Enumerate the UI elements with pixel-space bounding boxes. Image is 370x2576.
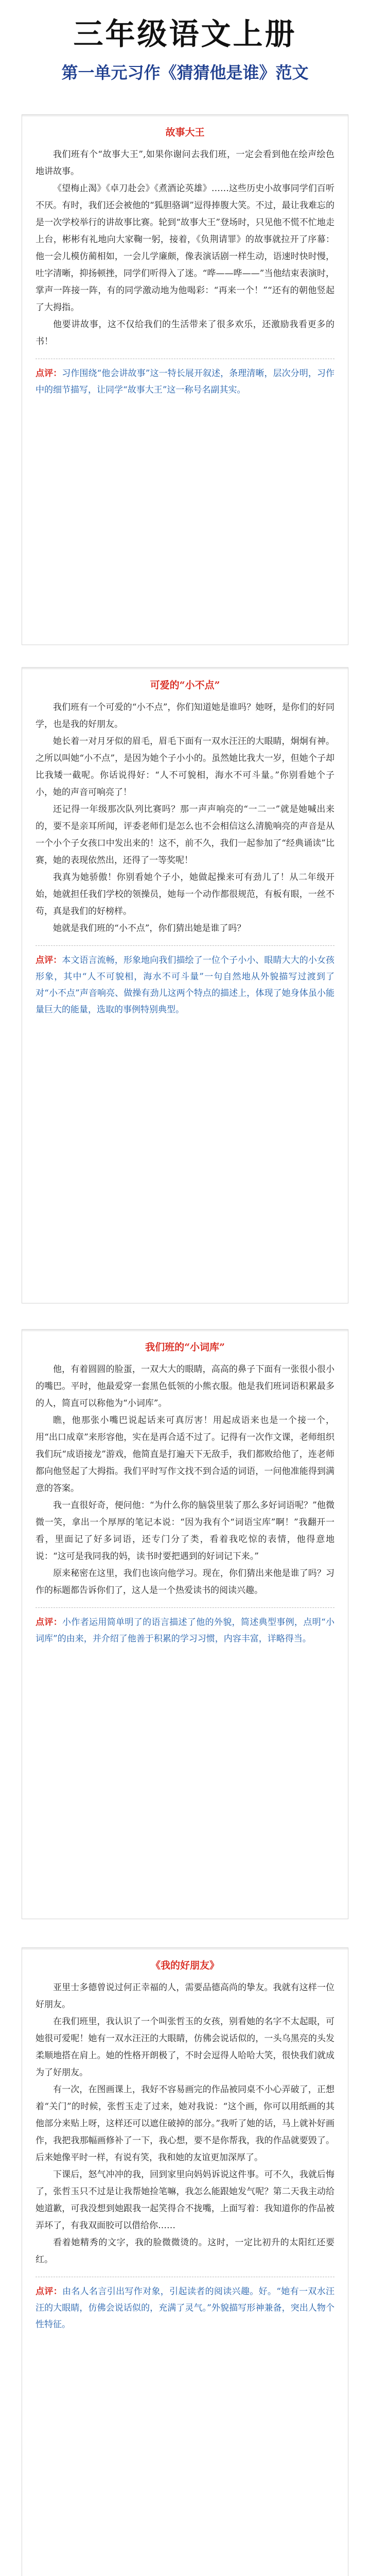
comment-label: 点评： [36,368,62,379]
essay-paragraph: 他要讲故事，这不仅给我们的生活带来了很多欢乐，还激励我看更多的书！ [36,319,334,347]
essay-paragraph: 她长着一对月牙似的眉毛，眉毛下面有一双水汪汪的大眼睛，炯炯有神。之所以叫她“小不点”，是因为她个子小小的。虽然她比我大一岁，但她个子却比我矮一截呢。你话说得好：“人不可貌相，海水不可斗量。”你别看她个子小，她的声音可响亮了！ [36,736,334,798]
page-title: 三年级语文上册 [73,16,297,52]
essay-paragraph: 在我们班里，我认识了一个叫张哲玉的女孩，别看她的名字不太起眼，可她很可爱呢！她有一双水汪汪的大眼睛，仿佛会说话似的，一头乌黑亮的头发柔顺地搭在肩上。她的性格开朗极了，不时会逗得人哈哈大笑，很快我们就成为了好朋友。 [36,2016,334,2078]
comment-label: 点评： [36,955,62,965]
essay-paragraph: 看着她精秀的文字，我的脸微微烫的。这时，一定比初升的太阳红还要红。 [36,2237,334,2265]
comment-text: 本文语言流畅，形象地向我们描绘了一位个子小小、眼睛大大的小女孩形象，其中“人不可貌相，海水不可斗量”一句自然地从外貌描写过渡到了对“小不点”声音响亮、做操有劲儿这两个特点的描述上，体现了她身体虽小能量巨大的能量，选取的事例特别典型。 [36,955,335,1015]
essay-title: 故事大王 [165,127,205,138]
essay-title: 可爱的“小不点” [150,680,220,691]
essay-paragraph: 她就是我们班的“小不点”，你们猜出她是谁了吗？ [53,923,246,934]
essay-paragraph: 有一次，在图画课上，我好不容易画完的作品被同桌不小心弄破了，正想着“关门”的时候，张哲玉走了过来，她对我说：“这个画，你可以用纸画的其他部分来贴上呀，这样还可以遮住破掉的部分。”我听了她的话，马上就补好画作，我把我那幅画修补了一下，我心想，要不是你帮我，我的作品就要毁了。后来她像平时一样，有说有笑，我和她的友谊更加深厚了。 [36,2084,334,2163]
essay-title: 《我的好朋友》 [150,1960,219,1971]
page-subtitle: 第一单元习作《猜猜他是谁》范文 [61,62,309,82]
essay-paragraph: 我一直很好奇，便问他：“为什么你的脑袋里装了那么多好词语呢？”他微微一笑，拿出一个厚厚的笔记本说：“因为我有个“词语宝库”啊！”我翻开一看，里面记了好多词语，还专门分了类，看着我吃惊的表情，他得意地说：“这可是我同我的妈，读书时要把遇到的好词记下来。” [36,1500,334,1562]
divider [36,945,334,946]
essay-comment [36,1614,334,1647]
essay-paragraph: 我们班有一个可爱的“小不点”，你们知道她是谁吗？她呀，是你们的好同学，也是我的好朋友。 [36,702,334,730]
essay-paragraph: 下课后，怒气冲冲的我，回到家里向妈妈诉说这件事。可不久，我就后悔了，张哲玉只不过是让我帮她捡笔嘛，我怎么能跟她发气呢？第二天我主动给她道歉，可我没想到她跟我一起笑得合不拢嘴，上面写着：我知道你的作品被弄坏了，有我双面胶可以借给你…… [36,2169,334,2231]
essay-paragraph: 原来秘密在这里，我们也该向他学习。现在，你们猜出来他是谁了吗？习作的标题都告诉你们了，这人是一个热爱读书的阅读兴趣。 [36,1568,334,1596]
essay-card-story-king [22,114,348,645]
essay-comment [36,952,334,1018]
essay-comment [36,365,334,398]
essay-card-good-friend [22,1947,348,2576]
essay-paragraph: 瞧，他那张小嘴巴说起话来可真厉害！用起成语来也是一个接一个，用“出口成章”来形容他，实在是再合适不过了。记得有一次作文课，老师组织我们玩“成语接龙”游戏，他简直是打遍天下无敌手，我们都败给他了，连老师都向他竖起了大拇指。我们平时写作文找不到合适的词语，一问他准能得到满意的答案。 [36,1415,334,1494]
essay-paragraph: 《望梅止渴》《卓刀赴会》《煮酒论英雄》……这些历史小故事同学们百听不厌。有时，我们还会被他的“狐胆骆调”逗得捧腹大笑。不过，最让我难忘的是一次学校举行的讲故事比赛。轮到“故事大王”登场时，只见他不慌不忙地走上台，彬彬有礼地向大家鞠一躬，接着，《负荆请罪》的故事就拉开了序幕：他一会儿模仿蔺相如，一会儿学廉颇，像表演话剧一样生动，语速时快时慢，吐字清晰，抑扬顿挫，同学们听得入了迷。“哗——哗——”当他结束表演时，掌声一阵接一阵，有的同学激动地为他喝彩：“再来一个！”“还有的朝他竖起了大拇指。 [36,183,334,313]
comment-text: 由名人名言引出写作对象，引起读者的阅读兴趣。好。“她有一双水汪汪的大眼睛，仿佛会说话似的，充满了灵气。”外貌描写形神兼备，突出人物个性特征。 [36,2286,334,2330]
comment-text: 习作围绕“他会讲故事”这一特长展开叙述，条理清晰，层次分明，习作中的细节描写，让同学“故事大王”这一称号名副其实。 [36,368,334,395]
essay-paragraph: 我们班有个“故事大王”,如果你谢问去我们班，一定会看到他在绘声绘色地讲故事。 [36,149,334,177]
essay-paragraph: 还记得一年级那次队列比赛吗？那一声声响亮的“一二一”就是她喊出来的，要不是亲耳所闻，评委老师们是怎么也不会相信这么清脆响亮的声音是从一个小个子女孩口中发出来的！这不，前不久，我们一起参加了“经典诵读”比赛，她的表现依然出，还得了一等奖呢！ [36,804,334,866]
divider [36,1607,334,1608]
essay-paragraph: 我真为她骄傲！你别看她个子小，她做起操来可有劲儿了！从二年级开始，她就担任我们学校的领操员，她每一个动作都很规范，有板有眼，一丝不苟，真是我们的好榜样。 [36,872,334,917]
essay-title: 我们班的“小词库” [145,1342,225,1353]
essay-card-little-one [22,667,348,1303]
comment-text: 小作者运用简单明了的语言描述了他的外貌，简述典型事例，点明“小词库”的由来，并介绍了他善于积累的学习习惯，内容丰富，详略得当。 [36,1617,334,1644]
essay-card-word-bank [22,1329,348,1919]
essay-paragraph: 亚里士多德曾说过何正幸福的人，需要品德高尚的挚友。我就有这样一位好朋友。 [36,1982,334,2010]
comment-label: 点评： [36,1617,63,1628]
comment-label: 点评： [36,2286,63,2297]
page-header [0,0,370,113]
essay-comment [36,2283,334,2333]
essay-paragraph: 他，有着圆圆的脸蛋，一双大大的眼睛，高高的鼻子下面有一张很小很小的嘴巴。平时，他最爱穿一套黑色低领的小熊衣服。他是我们班词语积累最多的人，简直可以称他为“小词库”。 [36,1364,334,1409]
